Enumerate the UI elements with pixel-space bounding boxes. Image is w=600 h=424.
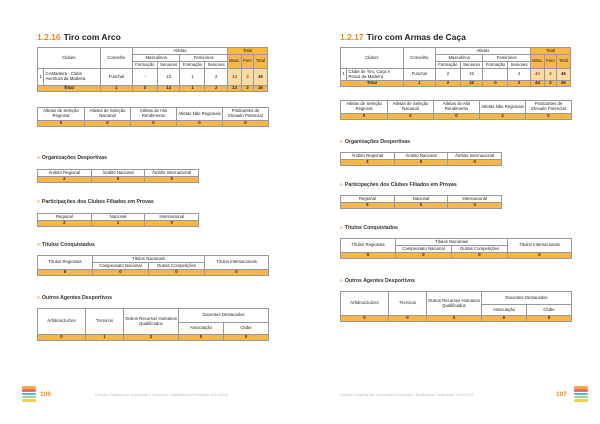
total-header: Total	[227, 48, 267, 55]
table-row: 0 0 0 0 0	[38, 121, 269, 127]
agentes-table: Árbitros/Juízes Técnicos Outros Recursos Humanos Qualificados Docentes Destacados Associação Clube 0 1 2 0 0	[37, 308, 269, 341]
clubs-table	[37, 47, 268, 92]
femininos-header: Femininos	[180, 55, 228, 62]
table-row: 6 0 0 0	[38, 270, 269, 276]
table-row: 9 0 0 0	[341, 253, 572, 259]
stripes-logo	[574, 386, 588, 402]
footer-text: Direção Regional de Juventude e Desporto | Estatísticas Federadas 2014/2015	[95, 393, 229, 397]
participacoes-table: Regional Nacional Internacional 5 0 0	[340, 195, 502, 209]
section-number: 1.2.16	[37, 32, 61, 42]
titulos-table: Títulos Regionais Títulos Nacionais Títulos Internacionais Campeonato Nacional Outras Competições 9 0 0 0	[340, 238, 572, 259]
participacoes-table: Regional Nacional Internacional 2 1 0	[37, 213, 199, 227]
titulos-title: » Títulos Conquistados	[340, 225, 398, 231]
concelho-header: Concelho	[100, 48, 132, 69]
participacoes-title: » Participações dos Clubes Filiados em Provas	[37, 199, 154, 205]
table-row: 0 0 0 4 0	[341, 114, 572, 120]
section-name: Tiro com Arco	[63, 32, 121, 42]
table-row: 1 CAMadeira - Clube Aventura da Madeira Funchal - 13 1 2 13 3 16	[38, 69, 268, 86]
section-number: 1.2.17	[340, 32, 364, 42]
stripes-logo	[22, 386, 36, 402]
selection-table: Atletas de Seleção Regional Atletas de Seleção Nacional Atletas de Alto Rendimento Atletas Não Regionais Praticantes de Elevado Potencial 0 0 0 4 0	[340, 100, 572, 120]
titulos-title: » Títulos Conquistados	[37, 242, 95, 248]
masculinos-header: Masculinos	[132, 55, 179, 62]
agentes-title: » Outros Agentes Desportivos	[37, 295, 113, 301]
total-row: Total 1 2 42 0 2 44 2 46	[341, 81, 571, 87]
footer-text: Direção Regional de Juventude e Desporto | Estatísticas Federadas 2014/2015	[340, 393, 474, 397]
org-title: » Organizações Desportivas	[37, 155, 108, 161]
clubes-header: Clubes	[38, 48, 101, 69]
page-number: 106	[40, 391, 51, 398]
agentes-title: » Outros Agentes Desportivos	[340, 278, 416, 284]
section-name: Tiro com Armas de Caça	[366, 32, 466, 42]
org-title: » Organizações Desportivas	[340, 139, 411, 145]
clubs-table: Clubes Concelho Atletas Total Masculinos Femininos Masc. Fem Total Formação Seniores Formação Seniores 1 Clube de Tiro, Caça e Pesca da Madeira Funchal 2 42 2 44 2 46 Total 1 2 42 0 2 44 2 46	[340, 47, 571, 87]
participacoes-title: » Participações dos Clubes Filiados em Provas	[340, 182, 457, 188]
table-row: 5 0 0	[341, 203, 502, 209]
org-table: Âmbito Regional Âmbito Nacional Âmbito Internacional 2 0 0	[340, 152, 502, 166]
table-row: 2 1 0	[38, 221, 199, 227]
section-title	[37, 32, 121, 42]
table-row: 0 1 2 0 0	[38, 335, 269, 341]
total-row: Total 1 0 13 1 2 13 3 16	[38, 86, 268, 92]
table-row: 2 0 0	[38, 177, 199, 183]
seniores-f-header: Seniores	[205, 62, 228, 69]
agentes-table: Árbitros/Juízes Técnicos Outros Recursos Humanos Qualificados Docentes Destacados Associação Clube 0 0 3 0 0	[340, 291, 572, 322]
table-row: 2 0 0	[341, 160, 502, 166]
formacao-f-header: Formação	[180, 62, 205, 69]
fem-header: Fem	[242, 55, 254, 69]
table-row: 1 Clube de Tiro, Caça e Pesca da Madeira Funchal 2 42 2 44 2 46	[341, 69, 571, 81]
page-number: 107	[556, 391, 567, 398]
selection-table: Atletas de Seleção Regional Atletas de Seleção Nacional Atletas de Alto Rendimento Atletas Não Regionais Praticantes de Elevado Potencial 0 0 0 0 0	[37, 107, 269, 127]
section-title	[340, 32, 466, 42]
tot-header: Total	[253, 55, 267, 69]
table-row: 0 0 3 0 0	[341, 316, 572, 322]
formacao-m-header: Formação	[132, 62, 157, 69]
titulos-table: Títulos Regionais Títulos Nacionais Títulos Internacionais Campeonato Nacional Outras Competições 6 0 0 0	[37, 255, 269, 276]
masc-header: Masc.	[227, 55, 241, 69]
right-page	[300, 0, 600, 424]
org-table: Âmbito Regional Âmbito Nacional Âmbito Internacional 2 0 0	[37, 169, 199, 183]
atletas-header: Atletas	[132, 48, 227, 55]
seniores-m-header: Seniores	[157, 62, 180, 69]
